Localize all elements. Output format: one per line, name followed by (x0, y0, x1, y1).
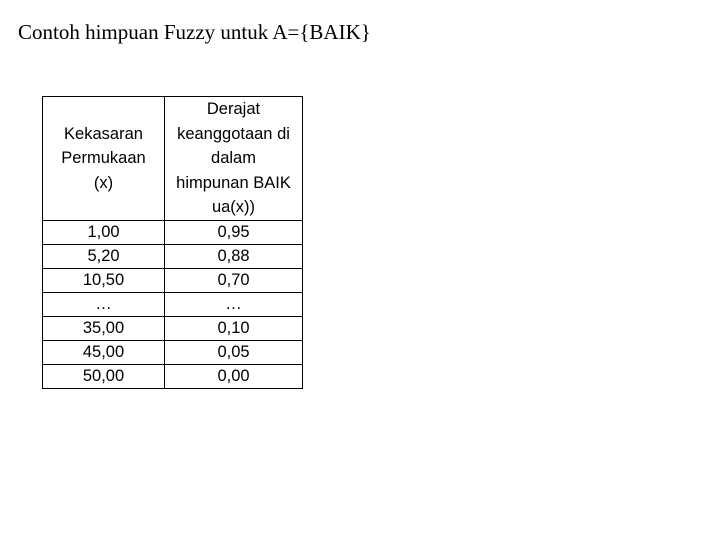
fuzzy-table-container (42, 96, 303, 389)
cell-x: 45,00 (43, 340, 165, 364)
table-row (43, 292, 303, 316)
header-line: Kekasaran (64, 124, 143, 143)
cell-membership: 0,95 (165, 220, 303, 244)
header-line: Derajat (206, 100, 261, 118)
table-row (43, 268, 303, 292)
cell-membership: 0,00 (165, 364, 303, 388)
table-row (43, 364, 303, 388)
table-row (43, 220, 303, 244)
cell-membership: 0,70 (165, 268, 303, 292)
cell-x: 10,50 (43, 268, 165, 292)
slide-title: Contoh himpuan Fuzzy untuk A={BAIK} (18, 20, 371, 44)
header-line: himpunan BAIK (176, 173, 291, 192)
cell-membership: 0,88 (165, 244, 303, 268)
table-row (43, 340, 303, 364)
cell-x: … (43, 292, 165, 316)
cell-x: 5,20 (43, 244, 165, 268)
header-line: Permukaan (61, 149, 146, 167)
table-row (43, 316, 303, 340)
header-line: keanggotaan di (177, 124, 290, 143)
fuzzy-membership-table (42, 96, 303, 389)
table-row (43, 244, 303, 268)
cell-membership: … (165, 292, 303, 316)
cell-membership: 0,05 (165, 340, 303, 364)
header-line: ua(x)) (211, 198, 256, 216)
cell-x: 35,00 (43, 316, 165, 340)
header-membership-degree (165, 97, 303, 221)
table-header-row (43, 97, 303, 221)
cell-x: 1,00 (43, 220, 165, 244)
header-surface-roughness (43, 97, 165, 221)
cell-x: 50,00 (43, 364, 165, 388)
header-line: dalam (211, 149, 256, 167)
cell-membership: 0,10 (165, 316, 303, 340)
header-line: (x) (93, 173, 114, 192)
